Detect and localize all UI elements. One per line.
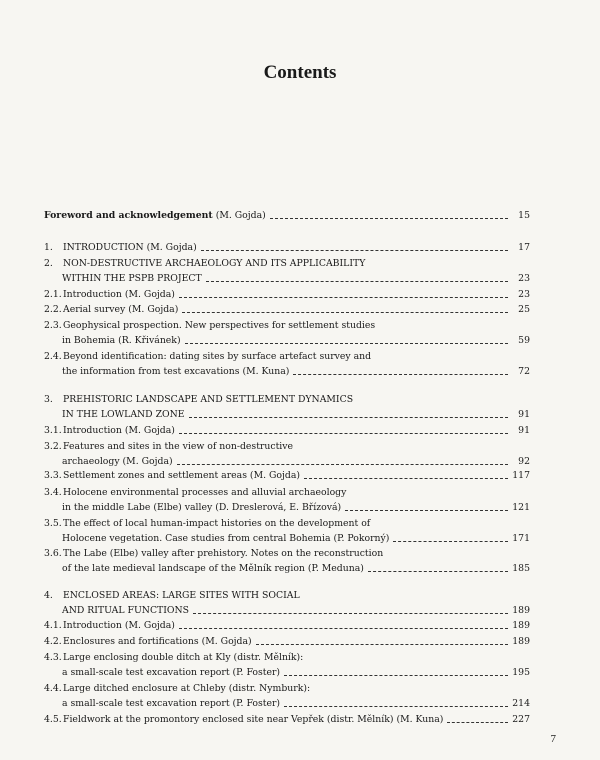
toc-entry-number: 3.5.	[44, 518, 62, 529]
leader-dashes	[201, 249, 508, 251]
leader-dashes	[177, 463, 508, 465]
toc-entry-3-2-cont[interactable]	[62, 456, 530, 468]
toc-entry-3-1[interactable]	[44, 425, 530, 437]
toc-entry-text: the information from test excavations (M. Kuna)	[62, 366, 290, 377]
toc-page-number: 59	[518, 335, 530, 346]
leader-dashes	[256, 643, 508, 645]
toc-entry-4-1[interactable]	[44, 620, 530, 632]
toc-page-number: 15	[518, 210, 530, 221]
toc-entry-3-6[interactable]	[44, 548, 530, 560]
leader-dashes	[189, 416, 508, 418]
toc-entry-text: of the late medieval landscape of the Mělník region (P. Meduna)	[62, 563, 364, 574]
leader-dashes	[368, 570, 508, 572]
toc-page-number: 185	[512, 563, 530, 574]
leader-dashes	[345, 509, 508, 511]
toc-entry-number: 2.2.	[44, 304, 62, 315]
toc-entry-text: Fieldwork at the promontory enclosed site near Vepřek (distr. Mělník) (M. Kuna)	[63, 714, 444, 725]
toc-entry-3-2[interactable]	[44, 441, 530, 453]
toc-entry-text: The effect of local human-impact histories on the development of	[63, 518, 371, 529]
toc-entry-text: a small-scale test excavation report (P. Foster)	[62, 698, 281, 709]
toc-entry-number: 3.3.	[44, 470, 62, 481]
toc-entry-2-3[interactable]	[44, 320, 530, 332]
toc-page-number: 23	[518, 289, 530, 300]
leader-dashes	[179, 432, 508, 434]
toc-page-number: 25	[518, 304, 530, 315]
toc-page-number: 92	[518, 456, 530, 467]
toc-entry-2-4-cont[interactable]	[62, 366, 530, 378]
leader-dashes	[393, 540, 508, 542]
toc-page-number: 189	[512, 605, 530, 616]
toc-entry-2[interactable]	[44, 258, 530, 270]
toc-entry-3-6-cont[interactable]	[62, 563, 530, 575]
leader-dashes	[206, 280, 508, 282]
toc-page-number: 227	[512, 714, 530, 725]
toc-entry-text: Introduction (M. Gojda)	[63, 620, 175, 631]
toc-entry-2-1[interactable]	[44, 289, 530, 301]
toc-entry-text: Holocene vegetation. Case studies from central Bohemia (P. Pokorný)	[62, 533, 390, 544]
toc-entry-number: 4.5.	[44, 714, 62, 725]
toc-page-number: 91	[518, 425, 530, 436]
toc-page-number: 189	[512, 636, 530, 647]
toc-entry-text: Large enclosing double ditch at Kly (distr. Mělník):	[63, 652, 304, 663]
toc-entry-4-3[interactable]	[44, 652, 530, 664]
toc-entry-text: NON-DESTRUCTIVE ARCHAEOLOGY AND ITS APPLICABILITY	[63, 258, 366, 269]
toc-entry-text: The Labe (Elbe) valley after prehistory. Notes on the reconstruction	[63, 548, 384, 559]
toc-entry-number: 4.4.	[44, 683, 62, 694]
toc-entry-text: ENCLOSED AREAS: LARGE SITES WITH SOCIAL	[63, 590, 300, 601]
toc-entry-text: Features and sites in the view of non-destructive	[63, 441, 294, 452]
toc-page-number: 195	[512, 667, 530, 678]
toc-entry-text: Beyond identification: dating sites by surface artefact survey and	[63, 351, 372, 362]
leader-dashes	[284, 705, 508, 707]
toc-entry-number: 3.4.	[44, 487, 62, 498]
leader-dashes	[447, 721, 508, 723]
leader-dashes	[270, 217, 508, 219]
toc-entry-text: Introduction (M. Gojda)	[63, 289, 175, 300]
toc-entry-3-5[interactable]	[44, 518, 530, 530]
toc-page-number: 17	[518, 242, 530, 253]
toc-entry-text: IN THE LOWLAND ZONE	[62, 409, 185, 420]
toc-page-number: 214	[512, 698, 530, 709]
toc-entry-number: 4.	[44, 590, 53, 601]
toc-page-number: 91	[518, 409, 530, 420]
toc-entry-number: 2.	[44, 258, 53, 269]
toc-entry-number: 2.3.	[44, 320, 62, 331]
toc-entry-text: Settlement zones and settlement areas (M. Gojda)	[63, 470, 301, 481]
toc-entry-text: in Bohemia (R. Křivánek)	[62, 335, 181, 346]
page-folio-number: 7	[550, 733, 556, 745]
toc-entry-number: 4.1.	[44, 620, 62, 631]
toc-entry-3[interactable]	[44, 394, 530, 406]
toc-entry-text: Holocene environmental processes and alluvial archaeology	[63, 487, 347, 498]
toc-entry-text: Geophysical prospection. New perspectives for settlement studies	[63, 320, 376, 331]
toc-entry-4[interactable]	[44, 590, 530, 602]
toc-entry-text: Introduction (M. Gojda)	[63, 425, 175, 436]
toc-page-number: 189	[512, 620, 530, 631]
leader-dashes	[304, 477, 508, 479]
toc-page-number: 117	[512, 470, 530, 481]
toc-entry-text: in the middle Labe (Elbe) valley (D. Dreslerová, E. Břízová)	[62, 502, 342, 513]
toc-entry-4-3-cont[interactable]	[62, 667, 530, 679]
toc-entry-text: Aerial survey (M. Gojda)	[63, 304, 179, 315]
toc-entry-3-cont[interactable]	[62, 409, 530, 421]
leader-dashes	[193, 612, 508, 614]
toc-entry-4-5[interactable]	[44, 714, 530, 726]
toc-entry-number: 2.4.	[44, 351, 62, 362]
toc-entry-3-4-cont[interactable]	[62, 502, 530, 514]
toc-entry-3-3[interactable]	[44, 470, 530, 482]
leader-dashes	[185, 342, 508, 344]
toc-entry-number: 3.1.	[44, 425, 62, 436]
toc-entry-number: 3.	[44, 394, 53, 405]
toc-entry-text: Enclosures and fortifications (M. Gojda)	[63, 636, 252, 647]
toc-entry-text: Large ditched enclosure at Chleby (distr. Nymburk):	[63, 683, 311, 694]
toc-page-number: 171	[512, 533, 530, 544]
toc-entry-text: INTRODUCTION (M. Gojda)	[63, 242, 197, 253]
toc-entry-4-4-cont[interactable]	[62, 698, 530, 710]
leader-dashes	[284, 674, 508, 676]
toc-page-number: 121	[512, 502, 530, 513]
toc-page-number: 23	[518, 273, 530, 284]
toc-page-number: 72	[518, 366, 530, 377]
toc-entry-text: Foreword and acknowledgement	[44, 210, 213, 221]
toc-entry-2-cont[interactable]	[62, 273, 530, 285]
toc-entry-2-4[interactable]	[44, 351, 530, 363]
toc-entry-number: 1.	[44, 242, 53, 253]
toc-entry-author: (M. Gojda)	[212, 210, 266, 221]
toc-entry-number: 3.6.	[44, 548, 62, 559]
toc-entry-4-cont[interactable]	[62, 605, 530, 617]
toc-entry-text: PREHISTORIC LANDSCAPE AND SETTLEMENT DYNAMICS	[63, 394, 354, 405]
toc-entry-number: 4.3.	[44, 652, 62, 663]
toc-entry-1[interactable]	[44, 242, 530, 254]
toc-entry-text: WITHIN THE PSPB PROJECT	[62, 273, 202, 284]
leader-dashes	[182, 311, 508, 313]
toc-entry-number: 3.2.	[44, 441, 62, 452]
toc-entry-4-2[interactable]	[44, 636, 530, 648]
toc-entry-2-3-cont[interactable]	[62, 335, 530, 347]
toc-entry-2-2[interactable]	[44, 304, 530, 316]
toc-entry-foreword[interactable]	[44, 210, 530, 222]
toc-entry-number: 4.2.	[44, 636, 62, 647]
leader-dashes	[179, 627, 508, 629]
toc-entry-4-4[interactable]	[44, 683, 530, 695]
toc-entry-text: AND RITUAL FUNCTIONS	[62, 605, 190, 616]
toc-entry-text: archaeology (M. Gojda)	[62, 456, 173, 467]
leader-dashes	[179, 296, 508, 298]
page-title: Contents	[263, 62, 337, 83]
toc-entry-3-5-cont[interactable]	[62, 533, 530, 545]
toc-entry-number: 2.1.	[44, 289, 62, 300]
leader-dashes	[293, 373, 508, 375]
toc-entry-text: a small-scale test excavation report (P. Foster)	[62, 667, 281, 678]
toc-entry-3-4[interactable]	[44, 487, 530, 499]
